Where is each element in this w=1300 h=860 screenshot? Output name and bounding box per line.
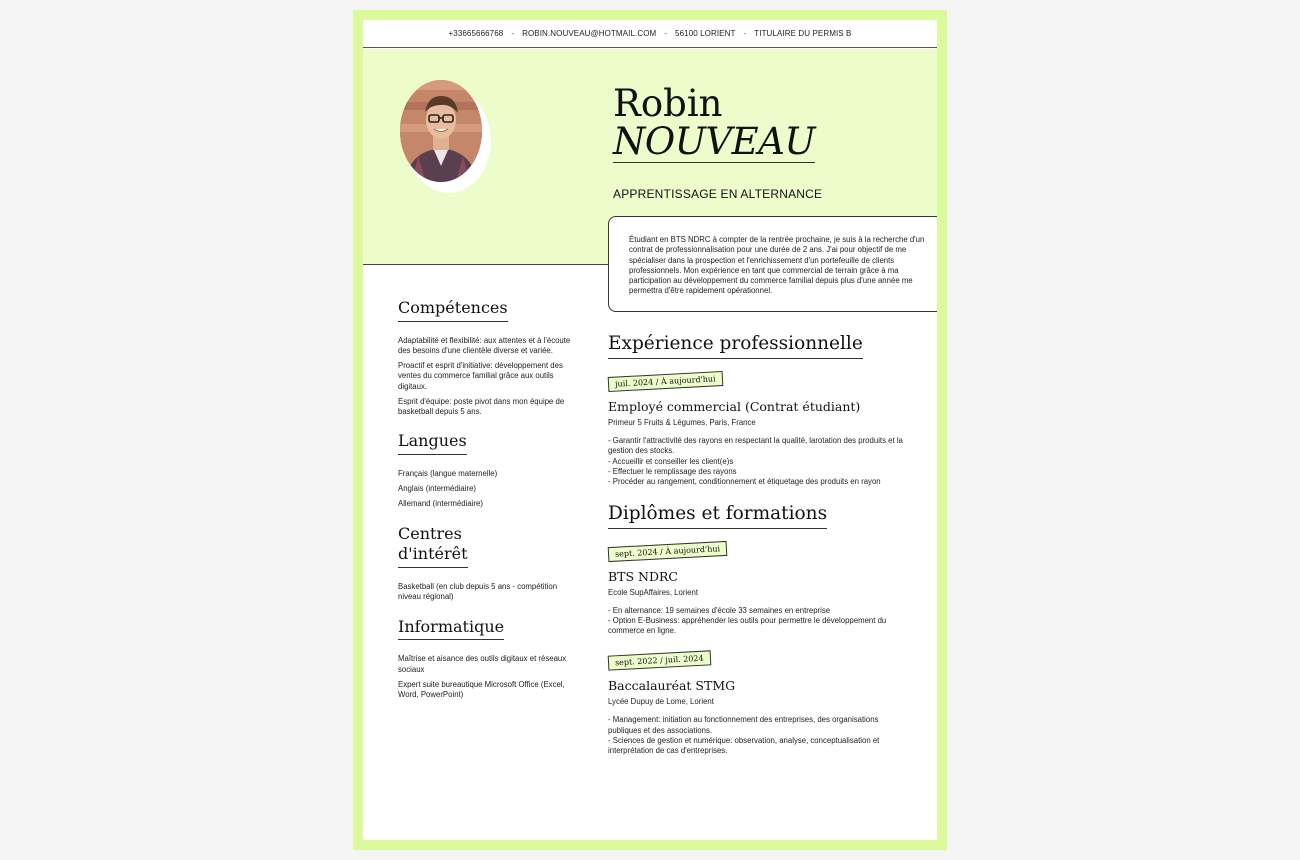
computing-item: Expert suite bureautique Microsoft Office (Excel, Word, PowerPoint) <box>398 679 565 700</box>
computing-title: Informatique <box>398 617 504 641</box>
contact-separator: - <box>511 29 515 38</box>
degree-desc-line: - En alternance: 19 semaines d'école 33 semaines en entreprise <box>608 605 831 615</box>
experience-section <box>608 332 913 488</box>
job-role: Employé commercial (Contrat étudiant) <box>608 399 861 415</box>
right-column <box>608 332 913 771</box>
degree-desc-line: - Management: initiation au fonctionnement des entreprises, des organisations publiques et des associations. <box>608 715 879 735</box>
job-organization: Primeur 5 Fruits & Légumes, Paris, France <box>608 418 756 428</box>
job-description <box>608 436 913 487</box>
degree-desc-line: - Option E-Business: appréhender les outils pour permettre le développement du commerce en ligne. <box>608 615 887 636</box>
degree-name: BTS NDRC <box>608 568 678 584</box>
date-tag: juil. 2024 / À aujourd'hui <box>608 371 723 392</box>
left-column <box>398 298 578 714</box>
contact-location: 56100 LORIENT <box>675 29 736 38</box>
language-item: Anglais (intermédiaire) <box>398 484 476 494</box>
date-tag: sept. 2022 / juil. 2024 <box>608 651 711 671</box>
first-name: Robin <box>613 82 723 125</box>
skill-item: Esprit d'équipe: poste pivot dans mon équipe de basketball depuis 5 ans. <box>398 396 565 417</box>
languages-section <box>398 431 578 509</box>
education-title: Diplômes et formations <box>608 502 827 529</box>
skill-item: Proactif et esprit d'initiative: développement des ventes du commerce familial grâce aux outils digitaux. <box>398 361 563 391</box>
skills-section <box>398 298 578 417</box>
computing-item: Maîtrise et aisance des outils digitaux et réseaux sociaux <box>398 654 567 674</box>
skills-title: Compétences <box>398 298 508 322</box>
school-name: Ecole SupAffaires, Lorient <box>608 587 699 597</box>
resume-page <box>363 20 937 840</box>
profile-photo <box>400 80 482 182</box>
contact-email: ROBIN.NOUVEAU@HOTMAIL.COM <box>522 29 657 38</box>
contact-separator: - <box>664 29 668 38</box>
contact-license: TITULAIRE DU PERMIS B <box>754 29 852 38</box>
interests-title: Centres d'intérêt <box>398 524 468 569</box>
job-title: APPRENTISSAGE EN ALTERNANCE <box>613 187 823 201</box>
summary-box <box>608 216 937 312</box>
skill-item: Adaptabilité et flexibilité: aux attentes et à l'écoute des besoins d'une clientèle diverse et variée. <box>398 335 571 355</box>
degree-description <box>608 715 913 756</box>
interests-section <box>398 524 578 603</box>
language-item: Allemand (intermédiaire) <box>398 499 483 509</box>
degree-description <box>608 606 913 637</box>
job-desc-line: - Procéder au rangement, conditionnement et étiquetage des produits en rayon <box>608 477 881 487</box>
job-desc-line: - Garantir l'attractivité des rayons en respectant la qualité, larotation des produits et la gestion des stocks. <box>608 436 903 456</box>
interest-item: Basketball (en club depuis 5 ans - compétition niveau régional) <box>398 582 558 602</box>
education-entry <box>608 541 913 637</box>
last-name: NOUVEAU <box>613 120 816 163</box>
contact-phone: +33665666768 <box>448 29 504 38</box>
resume-frame <box>353 10 947 850</box>
education-section <box>608 502 913 757</box>
education-entry <box>608 650 913 756</box>
computing-section <box>398 617 578 701</box>
languages-title: Langues <box>398 431 467 455</box>
language-item: Français (langue maternelle) <box>398 469 498 479</box>
job-desc-line: - Effectuer le remplissage des rayons <box>608 466 737 476</box>
experience-title: Expérience professionnelle <box>608 332 863 359</box>
experience-entry <box>608 371 913 487</box>
contact-bar <box>363 20 937 48</box>
summary-text: Étudiant en BTS NDRC à compter de la rentrée prochaine, je suis à la recherche d'un contrat de professionnalisation pour une durée de 2 ans. J'ai pour objectif de me spécialiser dans la prospection et l'enrichissement d'un portefeuille de clients professionnels. Mon expérience en tant que commercial de terrain grâce à ma participation au développement du commerce familial depuis plus d'une année me permettra d'être rapidement opérationnel. <box>629 235 925 296</box>
degree-name: Baccalauréat STMG <box>608 678 736 694</box>
job-desc-line: - Accueillir et conseiller les client(e)s <box>608 456 734 466</box>
date-tag: sept. 2024 / À aujourd'hui <box>608 540 728 561</box>
school-name: Lycée Dupuy de Lome, Lorient <box>608 697 714 707</box>
contact-separator: - <box>743 29 747 38</box>
degree-desc-line: - Sciences de gestion et numérique: observation, analyse, conceptualisation et interprétation de cas d'entreprises. <box>608 736 880 756</box>
